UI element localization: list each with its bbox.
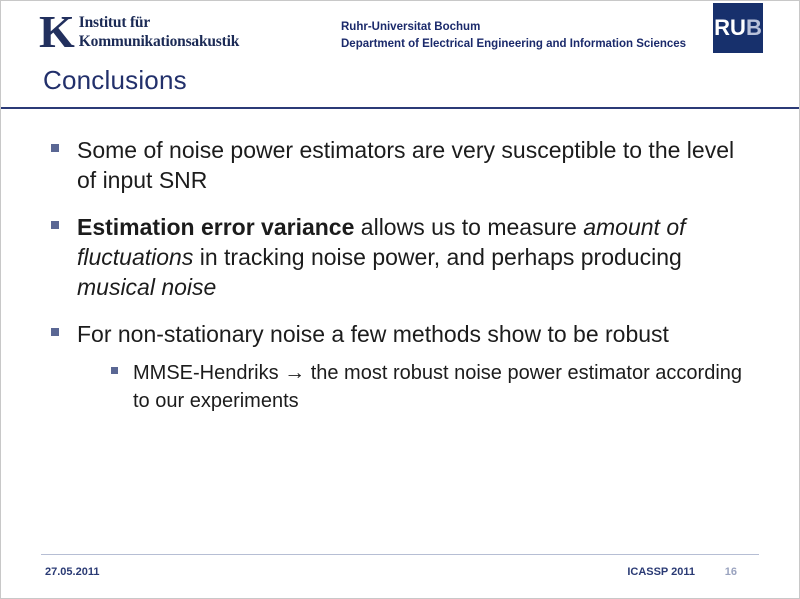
text-run: the most robust noise power estimator according to our experiments [133, 362, 743, 412]
page-title: Conclusions [43, 65, 187, 95]
footer-divider [41, 554, 759, 555]
text-run: Some of noise power estimators are very susceptible to the level of input SNR [77, 137, 735, 194]
text-run: MMSE-Hendriks [133, 362, 285, 385]
title-area [1, 63, 799, 109]
bullet-text [77, 321, 669, 347]
text-run: For non-stationary noise a few methods show to be robust [77, 320, 669, 347]
text-run: amount of fluctuations [77, 213, 686, 271]
text-run: → [284, 361, 306, 385]
bullet-list [47, 135, 749, 415]
square-bullet-icon [51, 221, 59, 229]
sub-bullet-text [133, 362, 742, 411]
square-bullet-icon [51, 328, 59, 336]
text-run: allows us to measure [354, 213, 584, 240]
bullet-item [47, 212, 749, 303]
bullet-item [47, 135, 749, 196]
institute-name-line1: Institut für [78, 13, 151, 31]
footer-conference: ICASSP 2011 [627, 566, 695, 578]
square-bullet-icon [51, 144, 59, 152]
slide-header [1, 1, 799, 63]
rub-logo [713, 3, 763, 53]
institute-name [79, 13, 239, 52]
institute-logo-mark: K [39, 6, 73, 57]
institute-name-line2: Kommunikationsakustik [78, 33, 240, 50]
bullet-text [77, 137, 734, 193]
department-name: Department of Electrical Engineering and Information Sciences [341, 37, 687, 50]
bullet-text [77, 214, 686, 301]
footer-date: 27.05.2011 [45, 566, 100, 578]
slide-footer [1, 554, 799, 598]
bullet-item [47, 319, 749, 415]
sub-bullet-item [107, 359, 749, 414]
text-run: in tracking noise power, and perhaps producing [193, 244, 682, 271]
text-run: Estimation error variance [77, 213, 355, 240]
slide-body [1, 109, 799, 415]
footer-page-number: 16 [724, 566, 737, 578]
square-bullet-icon [111, 367, 118, 374]
rub-logo-main: RU [714, 15, 746, 40]
university-name: Ruhr-Universitat Bochum [341, 21, 481, 33]
text-run: musical noise [77, 274, 217, 301]
sub-bullet-list [77, 359, 749, 414]
university-department [341, 19, 686, 52]
rub-logo-light: B [745, 15, 762, 40]
institute-logo [39, 7, 259, 57]
